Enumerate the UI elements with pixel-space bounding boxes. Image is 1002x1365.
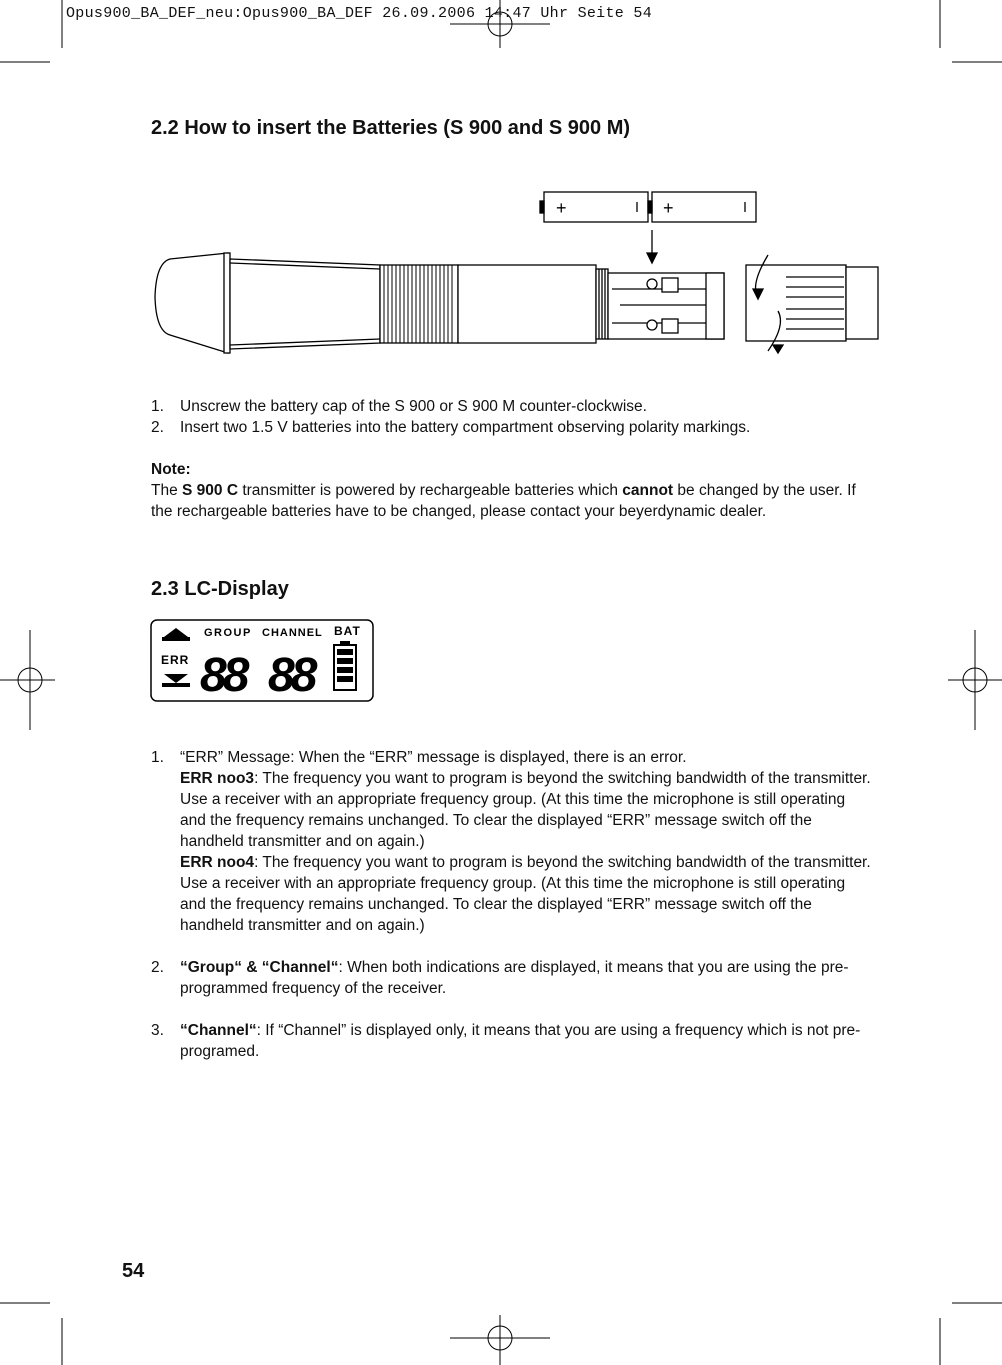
svg-text:88: 88 <box>268 649 314 702</box>
svg-text:88: 88 <box>200 649 246 702</box>
battery-plus-label-2: + <box>663 198 674 218</box>
svg-text:CHANNEL: CHANNEL <box>262 627 323 639</box>
battery-insertion-figure <box>150 185 890 360</box>
list-item: 2. Insert two 1.5 V batteries into the battery compartment observing polarity markings. <box>151 419 751 436</box>
lcd-display-figure <box>150 619 376 703</box>
battery-icon <box>334 641 356 690</box>
section-heading-batteries: 2.2 How to insert the Batteries (S 900 and S 900 M) <box>151 117 631 139</box>
battery-steps <box>151 396 871 438</box>
list-item: 3. “Channel“: If “Channel” is displayed only, it means that you are using a frequency which is not pre-programed. <box>151 1022 861 1060</box>
svg-text:GROUP: GROUP <box>204 627 252 639</box>
battery-plus-label: + <box>556 198 567 218</box>
page-number: 54 <box>122 1260 145 1282</box>
note-label: Note: <box>151 461 191 478</box>
list-item: 1. Unscrew the battery cap of the S 900 or S 900 M counter-clockwise. <box>151 398 647 415</box>
list-item: 2. “Group“ & “Channel“: When both indications are displayed, it means that you are using the pre-programmed frequency of the receiver. <box>151 959 849 997</box>
print-slug: Opus900_BA_DEF_neu:Opus900_BA_DEF 26.09.2006 14:47 Uhr Seite 54 <box>66 5 652 22</box>
svg-text:BAT: BAT <box>334 624 361 638</box>
lcd-items <box>151 747 871 1062</box>
section-heading-lcd: 2.3 LC-Display <box>151 578 289 600</box>
list-item: 1. “ERR” Message: When the “ERR” message is displayed, there is an error. ERR noo3: The frequency you want to program is beyond the switching bandwidth of the transmitter. Use a receiver with an appropriate frequency group. (At this time the microphone is still operating and the frequency remains unchanged. To clear the displayed “ERR” message switch off the handheld transmitter and on again.) ERR noo4: The frequency you want to program is beyond the switching bandwidth of the transmitter. Use a receiver with an appropriate frequency group. (At this time the microphone is still operating and the frequency remains unchanged. To clear the displayed “ERR” message switch off the handheld transmitter and on again.) <box>151 749 871 934</box>
note-block <box>151 459 873 522</box>
note-text: The S 900 C transmitter is powered by rechargeable batteries which cannot be changed by the user. If the rechargeable batteries have to be changed, please contact your beyerdynamic dealer. <box>151 482 856 520</box>
svg-text:ERR: ERR <box>161 653 190 667</box>
